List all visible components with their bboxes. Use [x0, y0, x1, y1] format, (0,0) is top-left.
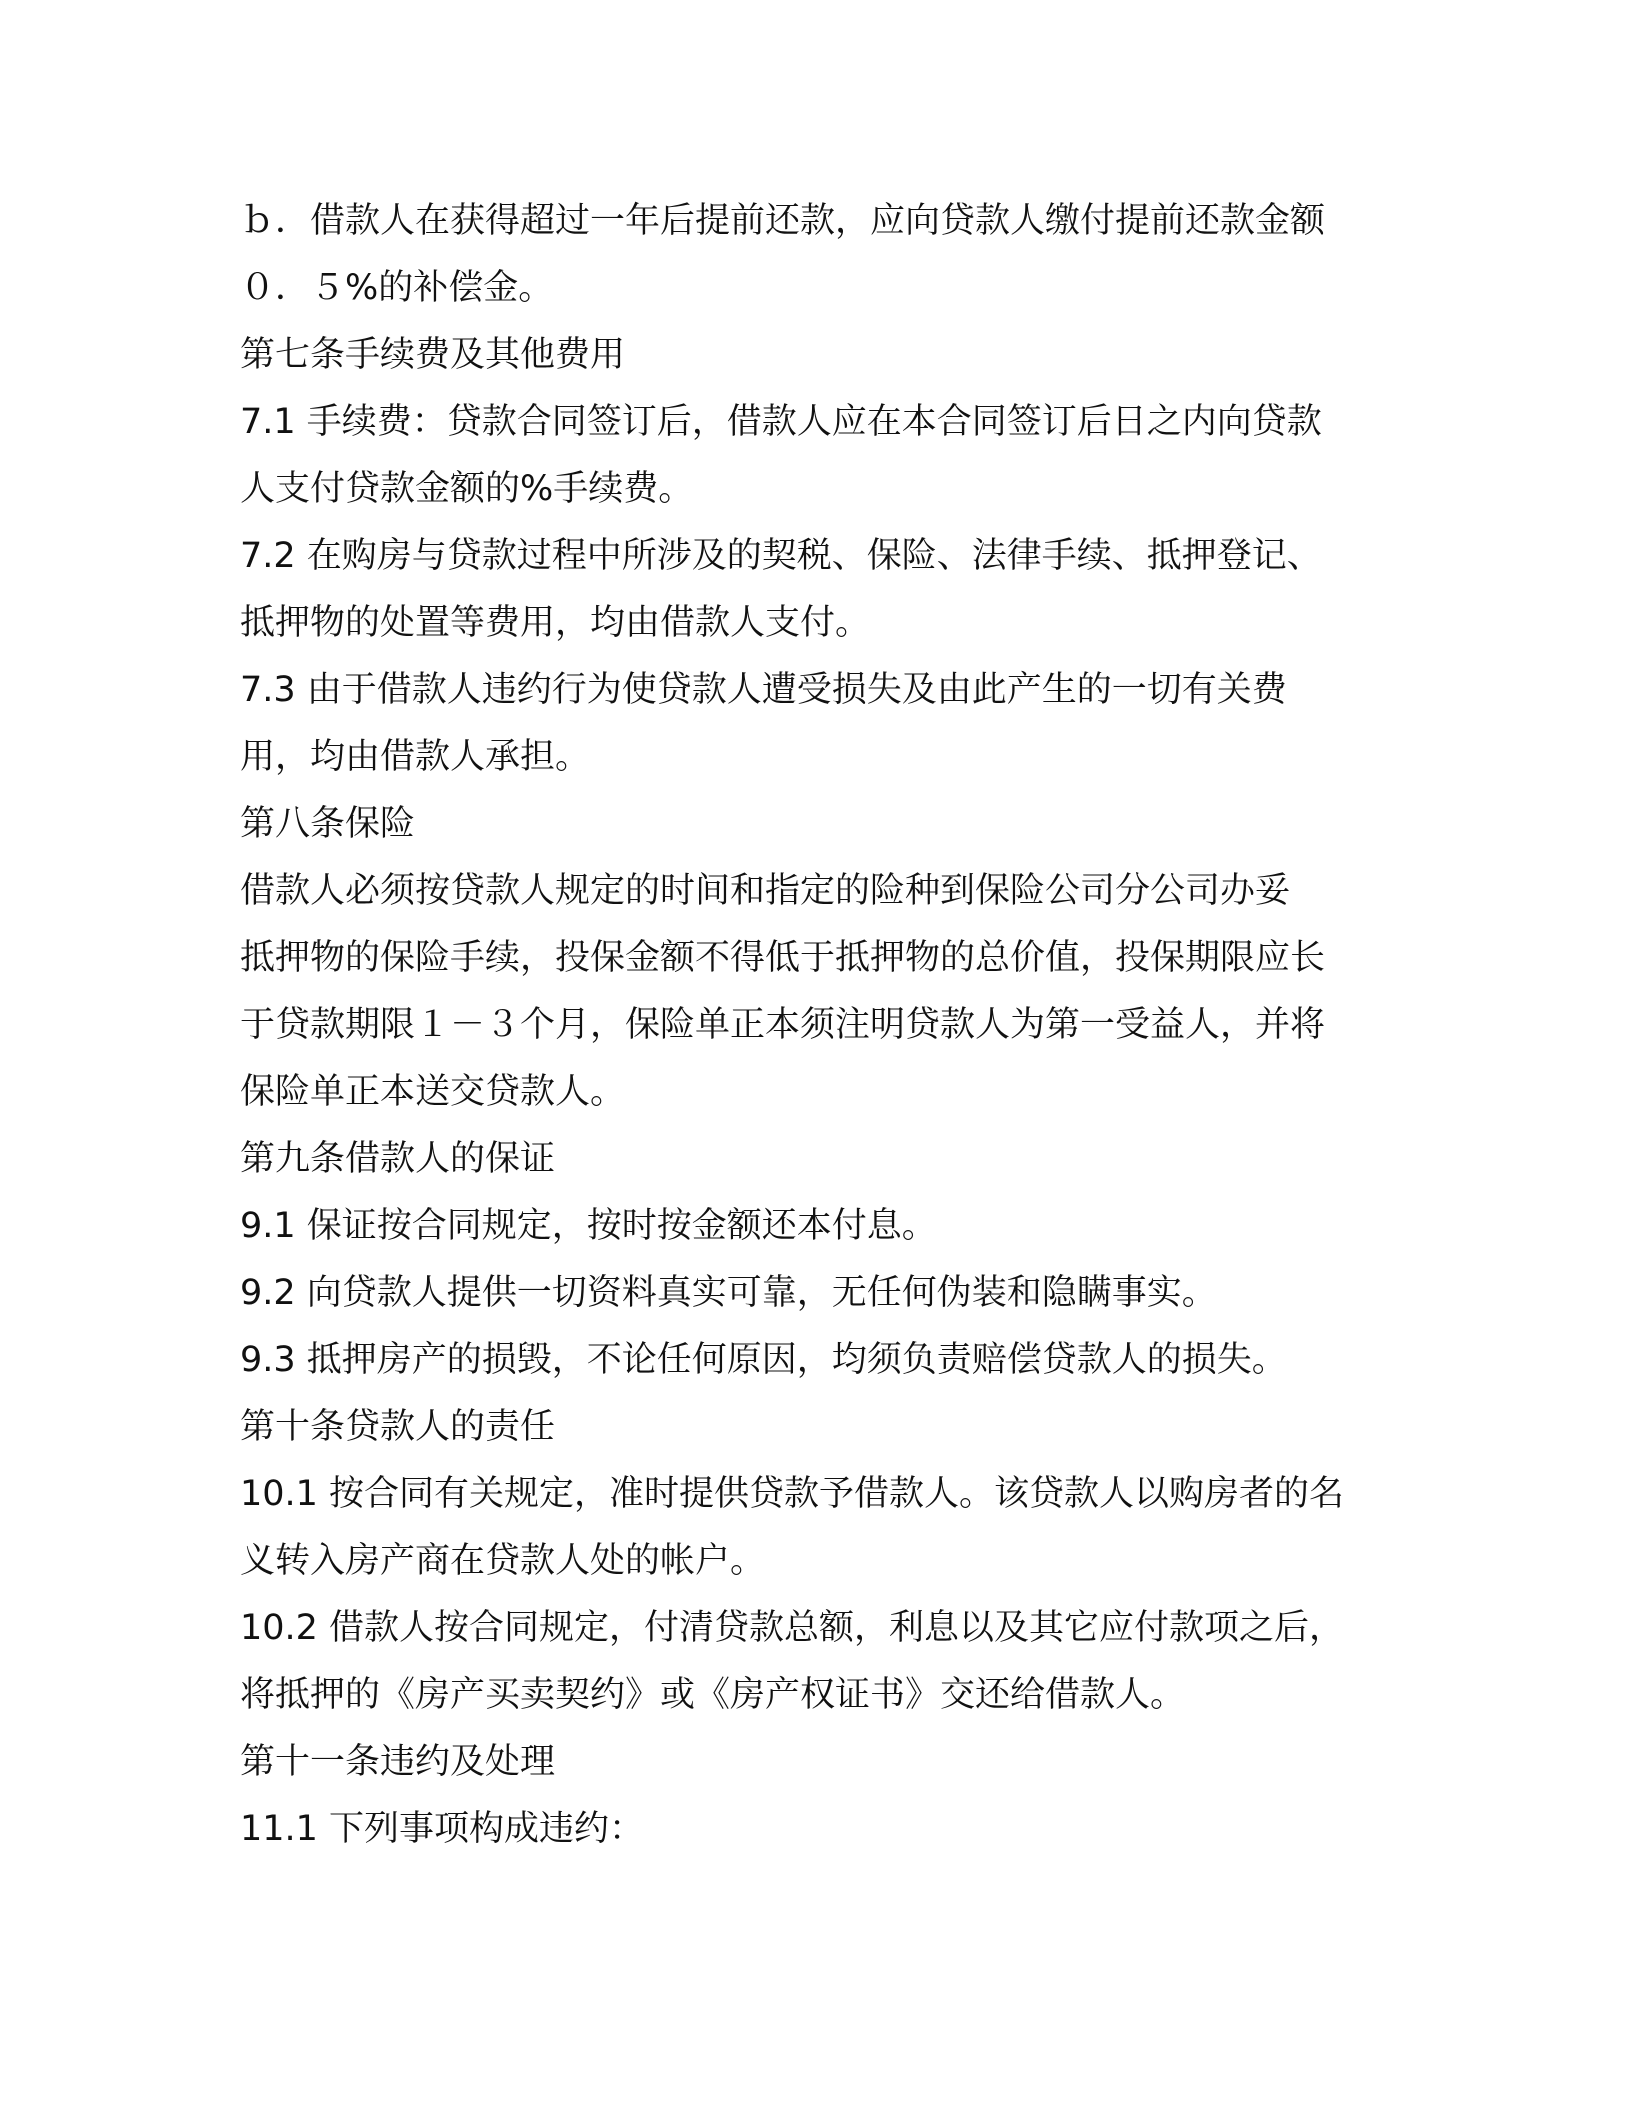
section-heading: 第九条借款人的保证	[240, 1139, 556, 1179]
text-line: 7.2 在购房与贷款过程中所涉及的契税、保险、法律手续、抵押登记、	[240, 536, 1322, 576]
text-line: 7.3 由于借款人违约行为使贷款人遭受损失及由此产生的一切有关费	[240, 670, 1287, 710]
text-line: 借款人必须按贷款人规定的时间和指定的险种到保险公司分公司办妥	[240, 871, 1291, 911]
text-line: ｂ．借款人在获得超过一年后提前还款，应向贷款人缴付提前还款金额	[240, 201, 1326, 241]
text-line: ０．５%的补偿金。	[240, 268, 554, 308]
text-line: 7.1 手续费：贷款合同签订后，借款人应在本合同签订后日之内向贷款	[240, 402, 1322, 442]
text-line: 10.1 按合同有关规定，准时提供贷款予借款人。该贷款人以购房者的名	[240, 1474, 1345, 1514]
text-line: 于贷款期限１－３个月，保险单正本须注明贷款人为第一受益人，并将	[240, 1005, 1326, 1045]
text-line: 10.2 借款人按合同规定，付清贷款总额，利息以及其它应付款项之后，	[240, 1608, 1345, 1648]
text-line: 用，均由借款人承担。	[240, 737, 591, 777]
text-line: 抵押物的保险手续，投保金额不得低于抵押物的总价值，投保期限应长	[240, 938, 1326, 978]
text-line: 9.1 保证按合同规定，按时按金额还本付息。	[240, 1206, 937, 1246]
section-heading: 第八条保险	[240, 804, 416, 844]
text-line: 将抵押的《房产买卖契约》或《房产权证书》交还给借款人。	[240, 1675, 1186, 1715]
document-body	[240, 188, 1395, 1863]
text-line: 抵押物的处置等费用，均由借款人支付。	[240, 603, 871, 643]
text-line: 9.2 向贷款人提供一切资料真实可靠，无任何伪装和隐瞒事实。	[240, 1273, 1217, 1313]
text-line: 义转入房产商在贷款人处的帐户。	[240, 1541, 766, 1581]
text-line: 11.1 下列事项构成违约：	[240, 1809, 645, 1849]
text-line: 9.3 抵押房产的损毁，不论任何原因，均须负责赔偿贷款人的损失。	[240, 1340, 1287, 1380]
section-heading: 第十一条违约及处理	[240, 1742, 556, 1782]
text-line: 保险单正本送交贷款人。	[240, 1072, 626, 1112]
text-line: 人支付贷款金额的%手续费。	[240, 469, 694, 509]
section-heading: 第十条贷款人的责任	[240, 1407, 556, 1447]
section-heading: 第七条手续费及其他费用	[240, 335, 626, 375]
